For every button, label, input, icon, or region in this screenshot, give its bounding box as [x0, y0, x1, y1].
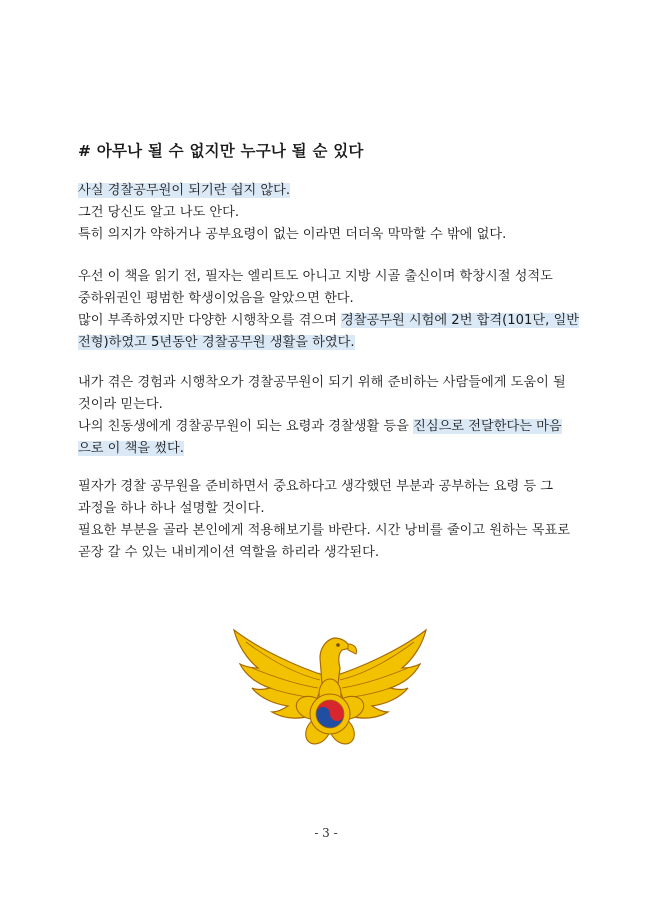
taeguk-symbol [316, 700, 344, 728]
highlighted-text: 으로 이 책을 썼다. [78, 441, 184, 456]
highlighted-text: 전형)하였고 5년동안 경찰공무원 생활을 하였다. [78, 335, 355, 350]
paragraph-4-line-4: 곧장 갈 수 있는 내비게이션 역할을 하리라 생각된다. [78, 545, 380, 560]
paragraph-3-line-3 [78, 416, 562, 438]
paragraph-4-line-1: 필자가 경찰 공무원을 준비하면서 중요하다고 생각했던 부분과 공부하는 요령 등 그 [78, 479, 554, 494]
paragraph-1-line-3: 특히 의지가 약하거나 공부요령이 없는 이라면 더더욱 막막할 수 밖에 없다. [78, 227, 507, 242]
paragraph-3-line-1: 내가 겪은 경험과 시행착오가 경찰공무원이 되기 위해 준비하는 사람들에게 도움이 될 [78, 375, 566, 390]
highlighted-text: 진심으로 전달한다는 마음 [413, 419, 562, 434]
paragraph-2-line-3 [78, 310, 579, 332]
paragraph-2-line-4 [78, 332, 355, 354]
paragraph-1-line-1 [78, 180, 290, 202]
highlighted-text: 사실 경찰공무원이 되기란 쉽지 않다. [78, 183, 291, 198]
paragraph-2-line-2: 중하위권인 평범한 학생이었음을 알았으면 한다. [78, 291, 354, 306]
page-number: - 3 - [314, 826, 338, 840]
paragraph-4-line-3: 필요한 부분을 골라 본인에게 적용해보기를 바란다. 시간 낭비를 줄이고 원하는 목표로 [78, 523, 570, 538]
eagle-beak [348, 644, 357, 654]
plain-text: 나의 친동생에게 경찰공무원이 되는 요령과 경찰생활 등을 [78, 419, 414, 434]
paragraph-4-line-2: 과정을 하나 하나 설명할 것이다. [78, 501, 265, 516]
highlighted-text: 경찰공무원 시험에 2번 합격(101단, 일반 [341, 313, 580, 328]
eagle-eye [336, 643, 340, 647]
plain-text: 많이 부족하였지만 다양한 시행착오를 겪으며 [78, 313, 342, 328]
police-emblem-icon [230, 628, 430, 750]
paragraph-1-line-2: 그건 당신도 알고 나도 안다. [78, 205, 240, 220]
section-heading: # 아무나 될 수 없지만 누구나 될 순 있다 [78, 142, 364, 160]
paragraph-3-line-4 [78, 438, 184, 460]
paragraph-2-line-1: 우선 이 책을 읽기 전, 필자는 엘리트도 아니고 지방 시골 출신이며 학창시절 성적도 [78, 269, 553, 284]
paragraph-3-line-2: 것이라 믿는다. [78, 397, 163, 412]
